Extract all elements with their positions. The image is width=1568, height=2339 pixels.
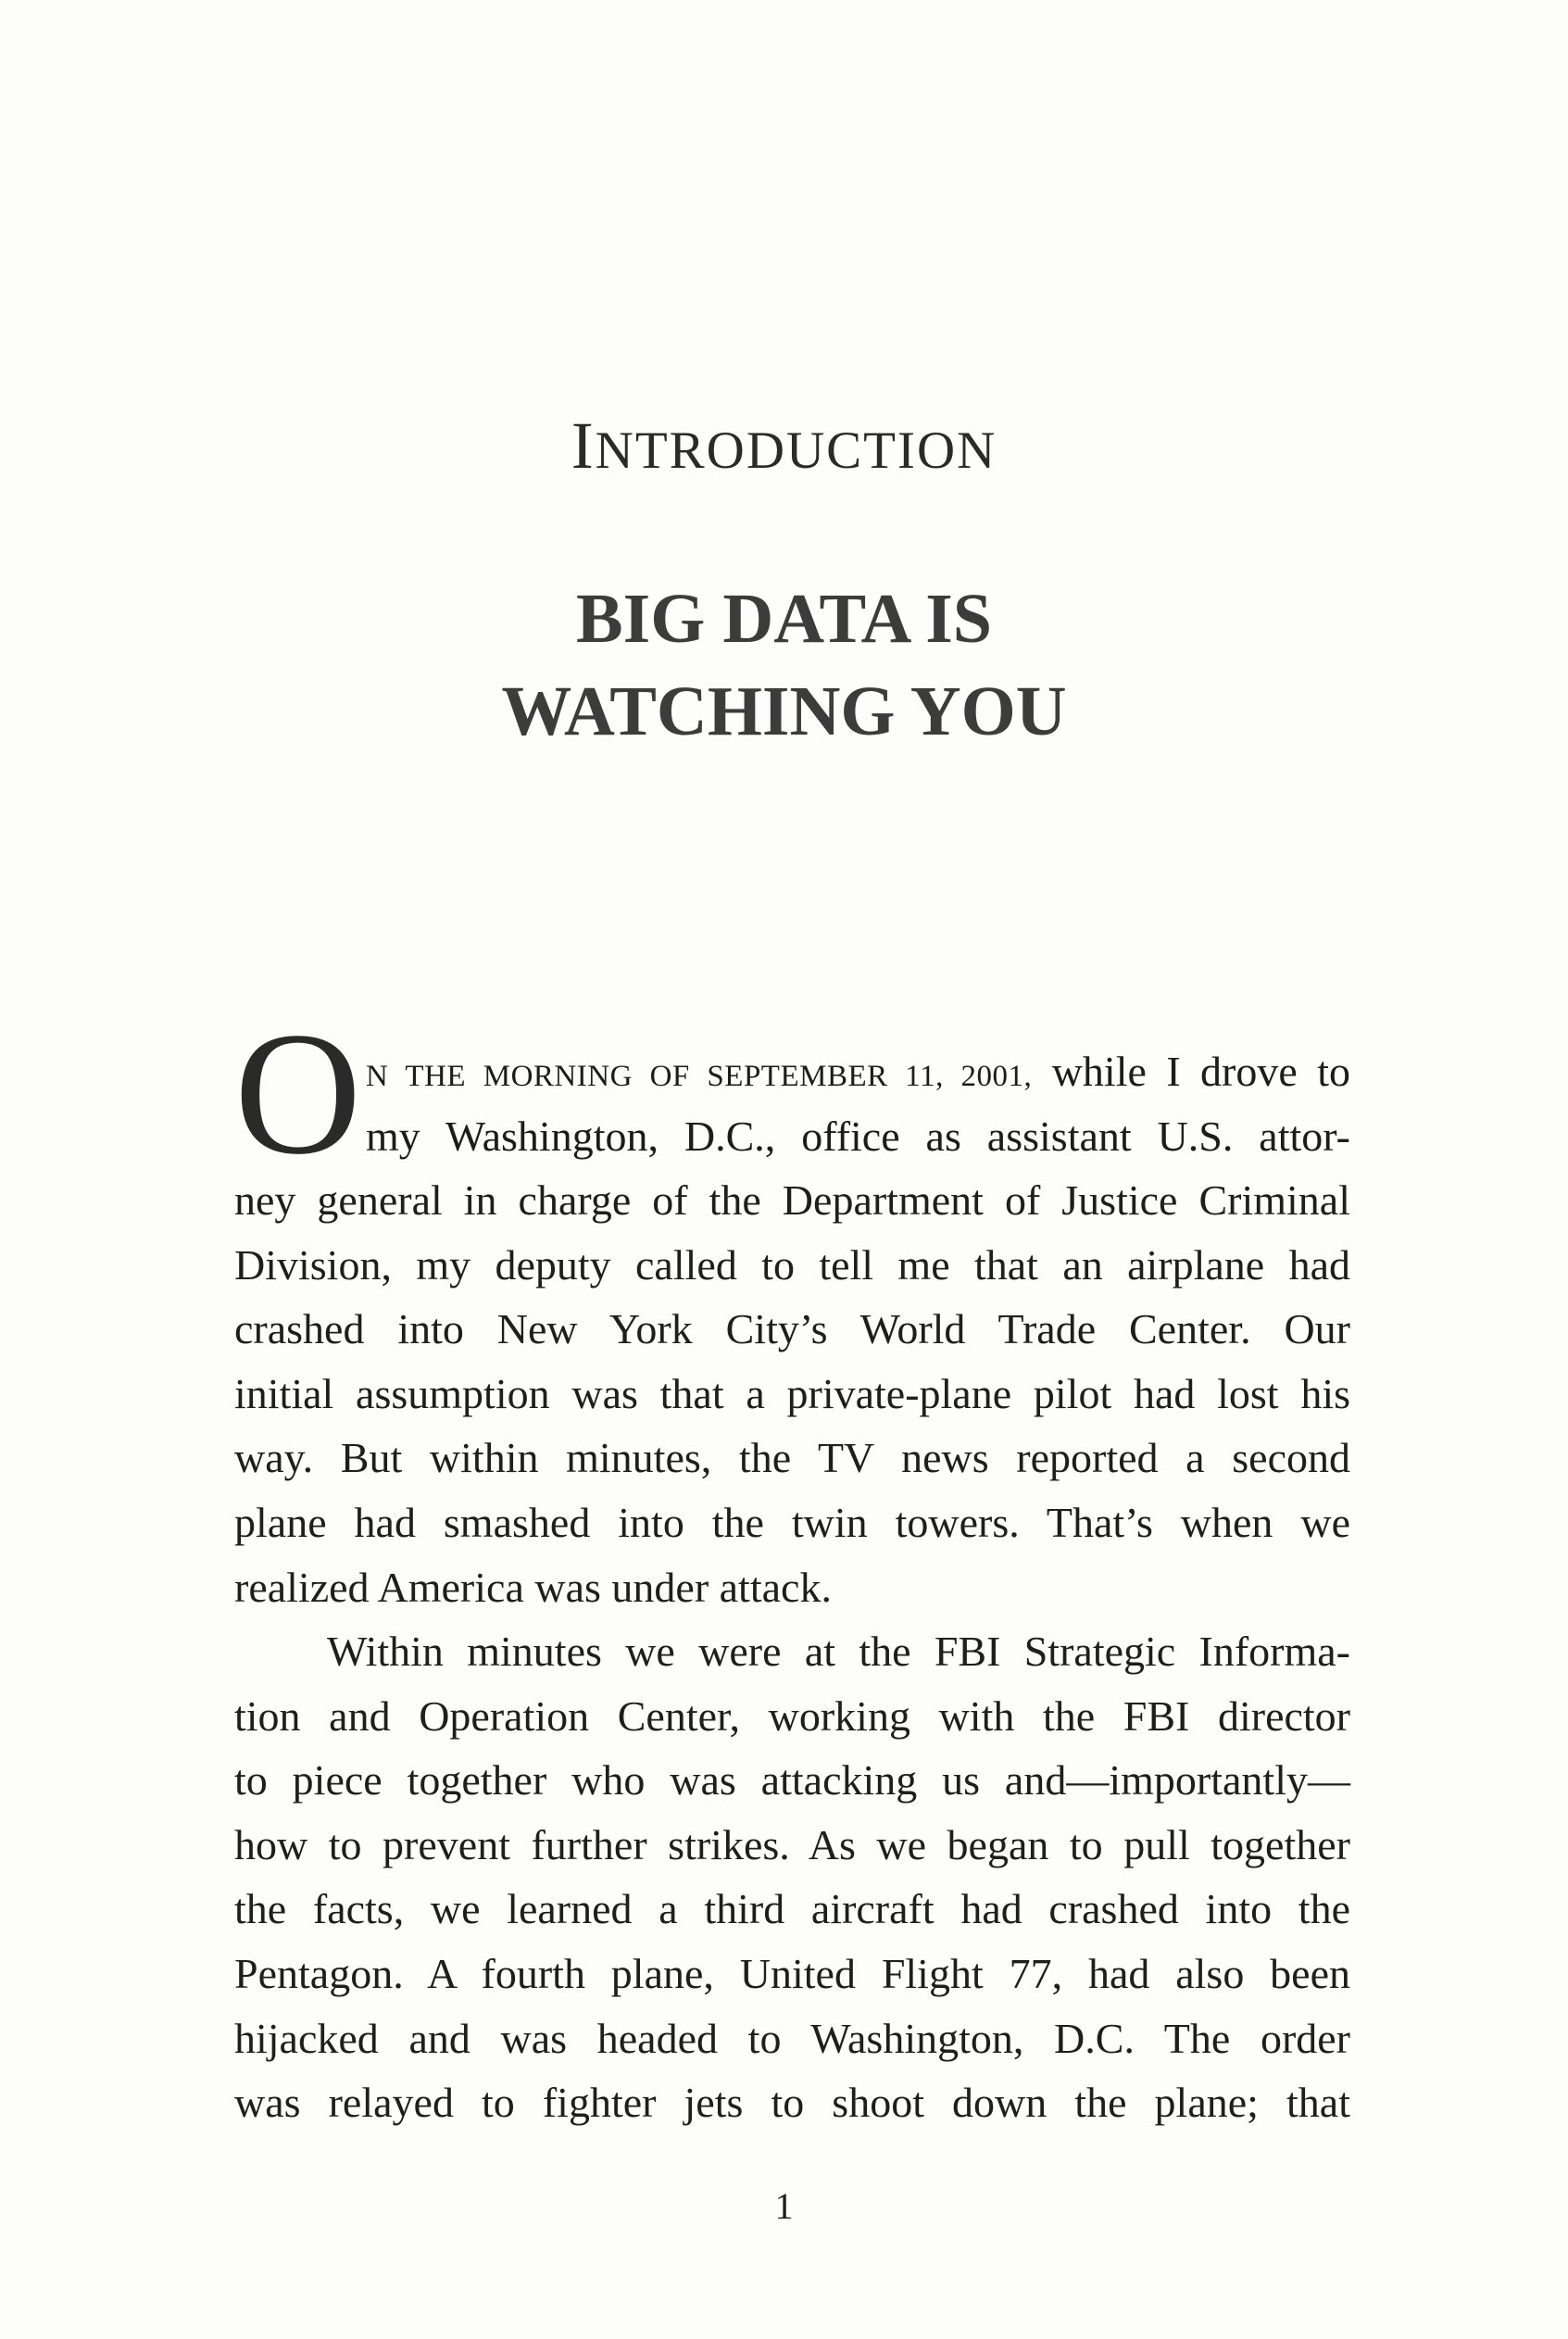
body-line: the facts, we learned a third aircraft had crashed into the <box>234 1885 1350 1933</box>
chapter-label-initial: I <box>571 409 596 483</box>
body-line: was relayed to fighter jets to shoot down the plane; that <box>234 2079 1350 2127</box>
body-line: Division, my deputy called to tell me that an airplane had <box>234 1240 1350 1289</box>
body-line: initial assumption was that a private-plane pilot had lost his <box>234 1369 1350 1417</box>
paragraph-2-body <box>234 1619 1350 2135</box>
body-line: ney general in charge of the Department of Justice Criminal <box>234 1176 1350 1224</box>
body-line: tion and Operation Center, working with the FBI director <box>234 1691 1350 1740</box>
body-line: way. But within minutes, the TV news reported a second <box>234 1434 1350 1482</box>
opening-line-1 <box>366 1039 1350 1104</box>
chapter-label-rest: NTRODUCTION <box>595 421 997 480</box>
body-line: plane had smashed into the twin towers. That’s when we <box>234 1498 1350 1546</box>
chapter-title-line-1: BIG DATA IS <box>575 580 993 658</box>
body-line: how to prevent further strikes. As we began to pull together <box>234 1820 1350 1868</box>
chapter-title <box>0 572 1568 758</box>
opening-lines <box>366 1039 1350 1168</box>
paragraph-1-body <box>234 1168 1350 1619</box>
opening-line-2: my Washington, D.C., office as assistant U.S. attor- <box>366 1112 1350 1160</box>
body-line: to piece together who was attacking us and—importantly— <box>234 1756 1350 1805</box>
body-line: Pentagon. A fourth plane, United Flight 77, had also been <box>234 1949 1350 1997</box>
body-line: hijacked and was headed to Washington, D.C. The order <box>234 2014 1350 2062</box>
body-line: realized America was under attack. <box>234 1563 832 1611</box>
body-line-indented: Within minutes we were at the FBI Strategic Informa- <box>327 1628 1350 1675</box>
opening-line-1-rest: while I drove to <box>1032 1048 1350 1095</box>
page-number: 1 <box>774 2185 794 2227</box>
chapter-label <box>0 408 1568 484</box>
body-line: crashed into New York City’s World Trade Center. Our <box>234 1305 1350 1353</box>
drop-cap: O <box>234 997 362 1191</box>
chapter-title-line-2: WATCHING YOU <box>501 673 1067 750</box>
opening-smallcaps: N THE MORNING OF SEPTEMBER 11, 2001, <box>366 1060 1033 1093</box>
